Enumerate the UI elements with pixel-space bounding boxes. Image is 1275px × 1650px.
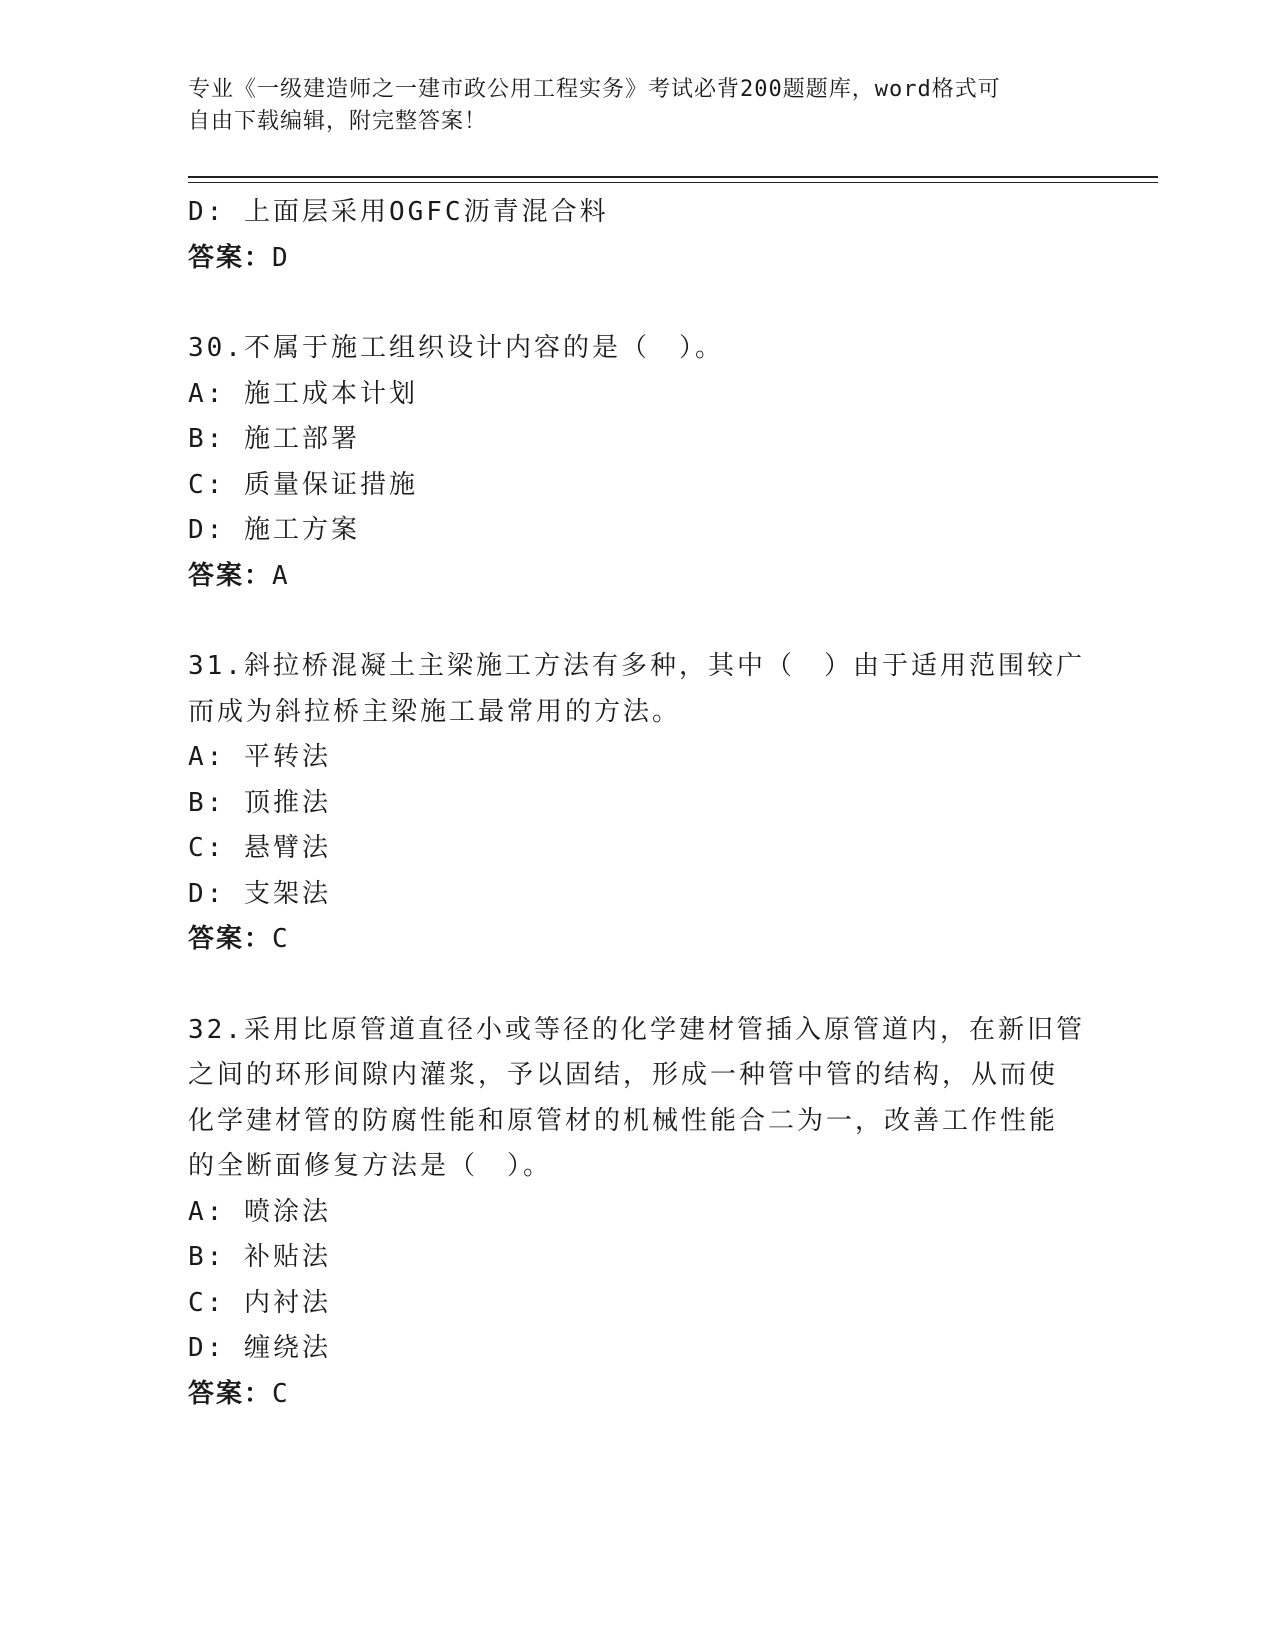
spacer [188,963,1088,1008]
answer-label: 答案： [188,242,273,273]
q30-option-d: D: 施工方案 [188,515,360,545]
q32-option-a: A: 喷涂法 [188,1196,331,1227]
q30-option-a: A: 施工成本计划 [188,378,418,409]
q31-stem-line-2: 而成为斜拉桥主梁施工最常用的方法。 [188,696,682,727]
prev-option-d: D: 上面层采用OGFC沥青混合料 [188,197,609,227]
q32-option-b: B: 补贴法 [188,1242,331,1272]
q31-stem-line-1: 31.斜拉桥混凝土主梁施工方法有多种，其中（ ）由于适用范围较广 [188,651,1085,681]
answer-value: C [272,1378,291,1409]
q32-stem-line-2: 之间的环形间隙内灌浆，予以固结，形成一种管中管的结构，从而使 [188,1060,1059,1090]
q32-answer [188,1372,1088,1418]
q31-option-a: A: 平转法 [188,742,331,772]
header-line-1: 专业《一级建造师之一建市政公用工程实务》考试必背200题题库，word格式可 [188,77,1001,102]
answer-value: A [272,560,291,591]
q32-stem-line-3: 化学建材管的防腐性能和原管材的机械性能合二为一，改善工作性能 [188,1105,1059,1136]
prev-answer [188,236,1088,282]
document-header [188,74,1068,138]
question-content [188,190,1088,1417]
header-divider-thin [188,182,1158,183]
q31-option-d: D: 支架法 [188,878,331,909]
q30-option-b: B: 施工部署 [188,424,360,454]
q32-stem-line-4: 的全断面修复方法是（ ）。 [188,1151,553,1181]
header-line-2: 自由下载编辑，附完整答案！ [188,109,488,134]
answer-label: 答案： [188,560,273,591]
answer-value: D [272,242,291,273]
q30-stem: 30.不属于施工组织设计内容的是（ ）。 [188,333,724,363]
q30-option-c: C: 质量保证措施 [188,469,418,500]
q32-option-c: C: 内衬法 [188,1287,331,1318]
q31-option-c: C: 悬臂法 [188,833,331,863]
header-divider-thick [188,176,1158,178]
q31-option-b: B: 顶推法 [188,787,331,818]
q31-answer [188,917,1088,963]
q32-option-d: D: 缠绕法 [188,1333,331,1363]
answer-label: 答案： [188,1378,273,1409]
q32-stem-line-1: 32.采用比原管道直径小或等径的化学建材管插入原管道内，在新旧管 [188,1014,1085,1045]
answer-value: C [272,924,291,954]
spacer [188,281,1088,326]
spacer [188,599,1088,644]
answer-label: 答案： [188,924,273,954]
q30-answer [188,554,1088,600]
